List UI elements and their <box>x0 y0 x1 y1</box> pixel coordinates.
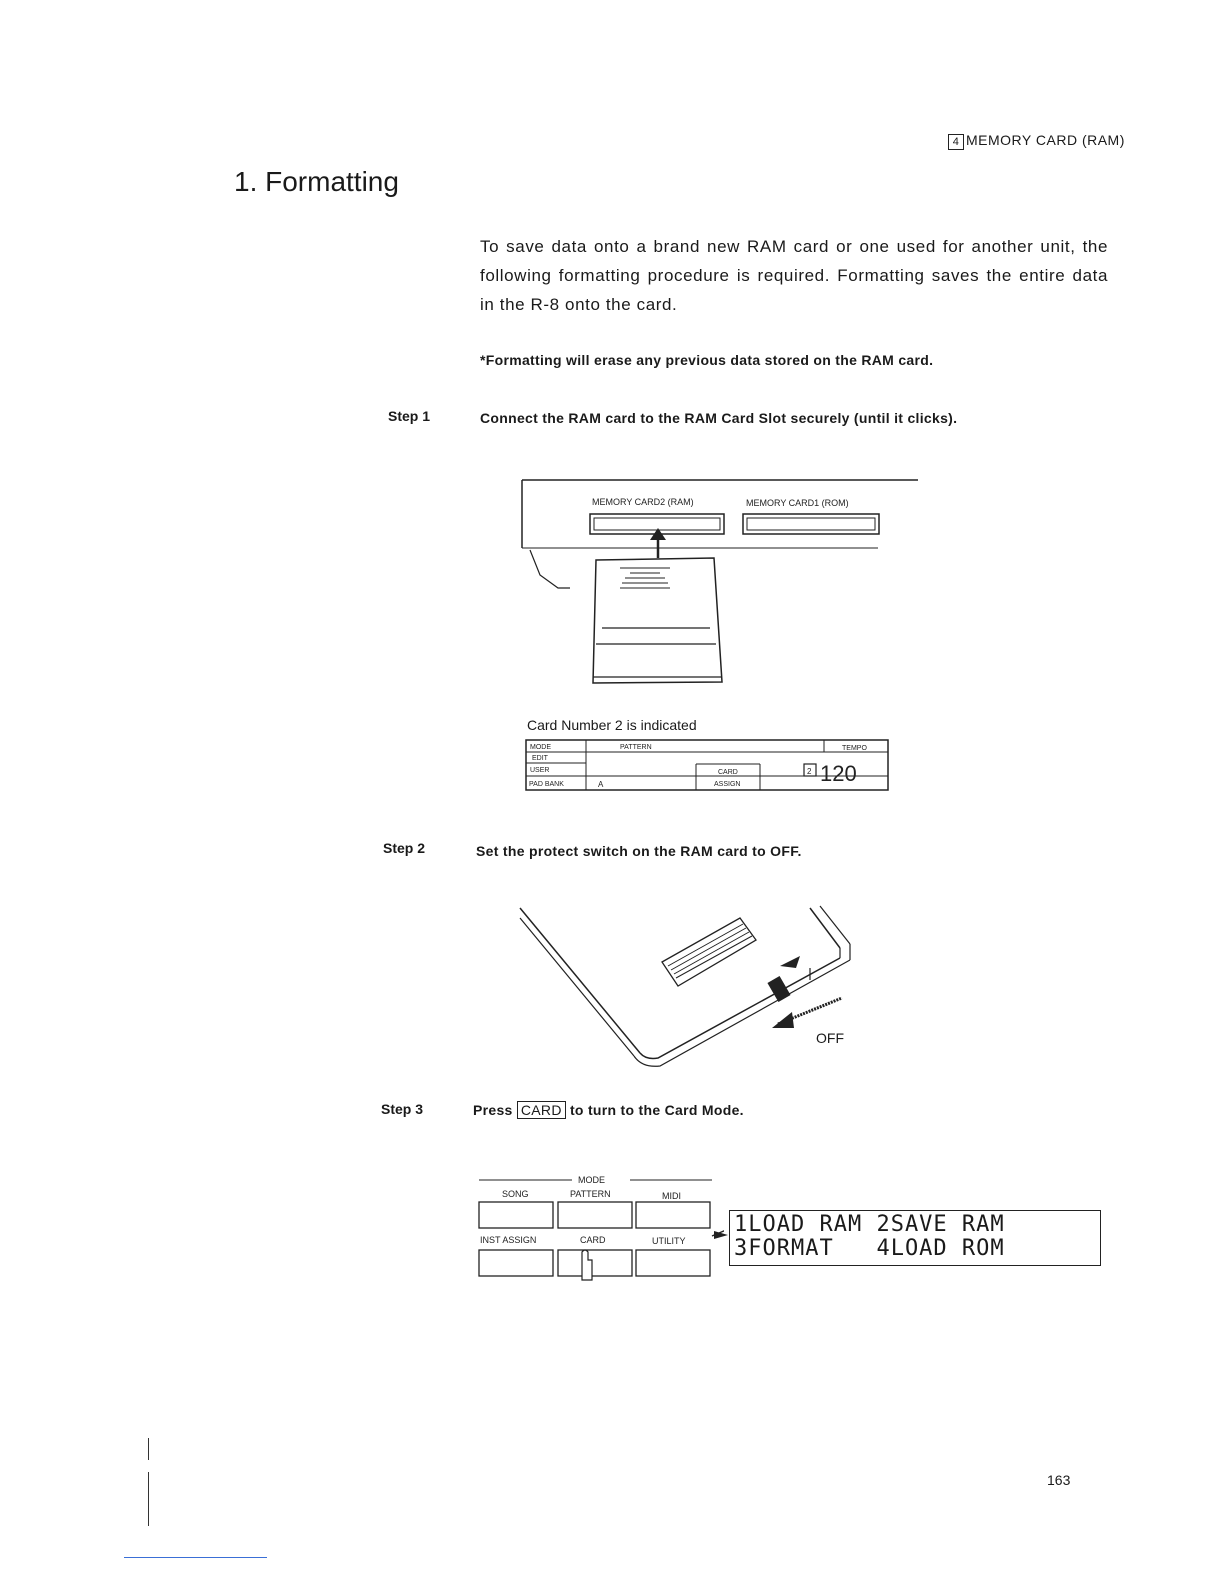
disp-pad-bank: PAD BANK <box>529 781 564 788</box>
off-label: OFF <box>816 1030 844 1046</box>
disp-user: USER <box>530 767 550 774</box>
step-2-label: Step 2 <box>383 840 426 856</box>
off-arrow-icon <box>772 1012 794 1028</box>
protect-switch <box>767 976 790 1002</box>
intro-paragraph: To save data onto a brand new RAM card or one used for another unit, the following formatting procedure is required. Formatting saves the entire data in the R-8 onto the card. <box>480 237 1108 314</box>
section-header <box>948 132 1125 150</box>
lcd-display <box>729 1210 1101 1266</box>
utility-button <box>636 1250 710 1276</box>
page-number: 163 <box>1047 1472 1071 1488</box>
page-title: 1. Formatting <box>234 166 399 197</box>
pattern-label: PATTERN <box>570 1189 611 1199</box>
card-key: CARD <box>517 1101 566 1119</box>
slot1-slot <box>743 514 879 534</box>
display-panel <box>524 738 890 794</box>
slot2-label: MEMORY CARD2 (RAM) <box>592 497 694 507</box>
song-label: SONG <box>502 1189 529 1199</box>
step-1-text: Connect the RAM card to the RAM Card Slot securely (until it clicks). <box>480 410 958 426</box>
arrow-right-icon <box>712 1228 730 1242</box>
bottom-rule <box>124 1557 267 1558</box>
disp-edit: EDIT <box>532 755 548 762</box>
step-3-label: Step 3 <box>381 1101 424 1117</box>
inst-assign-button <box>479 1250 553 1276</box>
mode-label: MODE <box>578 1175 605 1185</box>
mode-buttons-figure <box>474 1168 724 1292</box>
step-1-label: Step 1 <box>388 408 431 424</box>
disp-card-number: 2 <box>807 767 812 776</box>
midi-label: MIDI <box>662 1191 681 1201</box>
step-3-text-after: to turn to the Card Mode. <box>569 1102 744 1118</box>
song-button <box>479 1202 553 1228</box>
disp-pattern: PATTERN <box>620 744 652 751</box>
disp-mode: MODE <box>530 744 551 751</box>
disp-tempo: TEMPO <box>842 745 867 752</box>
card-button <box>558 1250 632 1276</box>
figure-caption: Card Number 2 is indicated <box>527 717 697 733</box>
protect-switch-figure <box>510 898 860 1078</box>
card-label: CARD <box>580 1235 606 1245</box>
disp-assign: ASSIGN <box>714 781 741 788</box>
finger-pointer-icon <box>582 1250 592 1280</box>
card-slot-figure <box>510 470 930 690</box>
ram-card <box>593 558 722 683</box>
section-title: MEMORY CARD (RAM) <box>966 132 1125 148</box>
step-2-text: Set the protect switch on the RAM card to OFF. <box>476 843 802 859</box>
lcd-line-1: 1LOAD RAM 2SAVE RAM <box>734 1212 1005 1237</box>
margin-mark <box>148 1438 149 1460</box>
step-3-text-before: Press <box>473 1102 513 1118</box>
slot1-label: MEMORY CARD1 (ROM) <box>746 498 849 508</box>
disp-tempo-value: 120 <box>820 761 857 786</box>
midi-button <box>636 1202 710 1228</box>
label-area <box>662 918 756 986</box>
disp-bank-value: A <box>598 780 604 789</box>
section-number-icon: 4 <box>948 134 964 150</box>
disp-card: CARD <box>718 769 738 776</box>
pattern-button <box>558 1202 632 1228</box>
lcd-line-2: 3FORMAT 4LOAD ROM <box>734 1236 1005 1261</box>
utility-label: UTILITY <box>652 1236 686 1246</box>
inst-assign-label: INST ASSIGN <box>480 1235 537 1245</box>
margin-mark <box>148 1472 149 1526</box>
step-3-text <box>473 1102 744 1118</box>
warning-note: *Formatting will erase any previous data stored on the RAM card. <box>480 352 934 368</box>
